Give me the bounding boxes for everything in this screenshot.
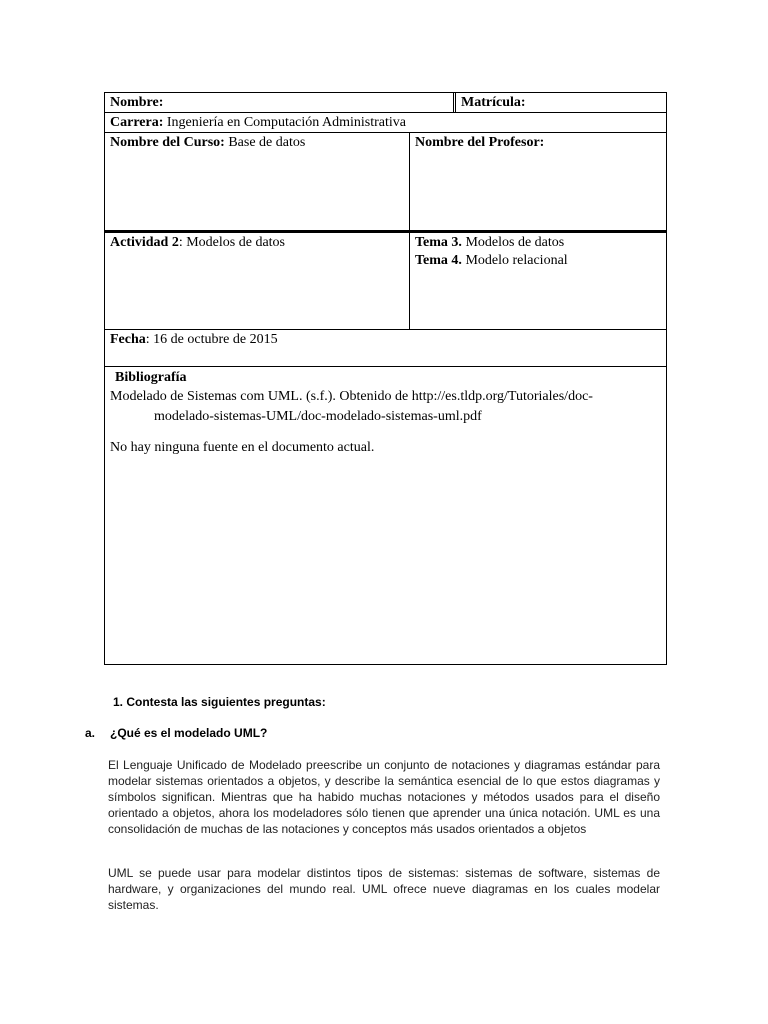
row-curso <box>105 133 666 231</box>
carrera-cell <box>105 113 666 132</box>
tema4-line <box>415 252 661 270</box>
question-a-letter: a. <box>85 726 96 740</box>
bibliografia-title: Bibliografía <box>115 370 187 385</box>
profesor-cell <box>410 133 666 230</box>
temas-cell <box>410 233 666 329</box>
tema3-line <box>415 234 661 252</box>
bibliography-entry <box>110 387 640 427</box>
row-carrera <box>105 113 666 133</box>
row-actividad <box>105 231 666 330</box>
curso-label: Nombre del Curso: <box>110 135 225 150</box>
fecha-value: : 16 de octubre de 2015 <box>145 332 278 347</box>
bibliography-line-1: Modelado de Sistemas com UML. (s.f.). Obtenido de http://es.tldp.org/Tutoriales/doc- <box>110 389 593 404</box>
profesor-label: Nombre del Profesor: <box>415 135 545 150</box>
questions-heading: 1. Contesta las siguientes preguntas: <box>113 695 326 709</box>
row-bibliografia <box>105 367 666 664</box>
carrera-label: Carrera: <box>110 115 164 130</box>
actividad-label: Actividad 2 <box>110 235 179 250</box>
matricula-cell <box>456 93 666 112</box>
actividad-value: : Modelos de datos <box>178 235 285 250</box>
tema4-label: Tema 4. <box>415 253 462 268</box>
fecha-cell <box>105 330 666 366</box>
row-fecha <box>105 330 666 367</box>
answer-paragraph-1: El Lenguaje Unificado de Modelado preescribe un conjunto de notaciones y diagramas estándar para modelar sistemas orientados a objetos, y describe la semántica esencial de lo que estos diagramas y símbolos significan. Mientras que ha habido muchas notaciones y métodos usados para el diseño orientado a objetos, ahora los modeladores sólo tienen que aprender una única notación. UML es una consolidación de muchas de las notaciones y conceptos más usados orientados a objetos <box>108 758 660 836</box>
actividad-cell <box>105 233 409 329</box>
tema4-value: Modelo relacional <box>461 253 568 268</box>
curso-value: Base de datos <box>224 135 306 150</box>
tema3-label: Tema 3. <box>415 235 462 250</box>
nombre-cell <box>105 93 454 112</box>
bibliography-note: No hay ninguna fuente en el documento actual. <box>110 440 375 455</box>
matricula-label: Matrícula: <box>461 95 526 110</box>
header-form-table <box>104 92 667 665</box>
bibliography-line-2: modelado-sistemas-UML/doc-modelado-sistemas-uml.pdf <box>154 409 482 424</box>
answer-paragraph-2: UML se puede usar para modelar distintos tipos de sistemas: sistemas de software, sistemas de hardware, y organizaciones del mundo real. UML ofrece nueve diagramas en los cuales modelar sistemas. <box>108 866 660 912</box>
tema3-value: Modelos de datos <box>461 235 565 250</box>
carrera-value: Ingeniería en Computación Administrativa <box>163 115 406 130</box>
nombre-label: Nombre: <box>110 95 164 110</box>
question-a-text: ¿Qué es el modelado UML? <box>110 726 268 740</box>
fecha-label: Fecha <box>110 332 146 347</box>
row-nombre <box>105 93 666 113</box>
curso-cell <box>105 133 409 230</box>
